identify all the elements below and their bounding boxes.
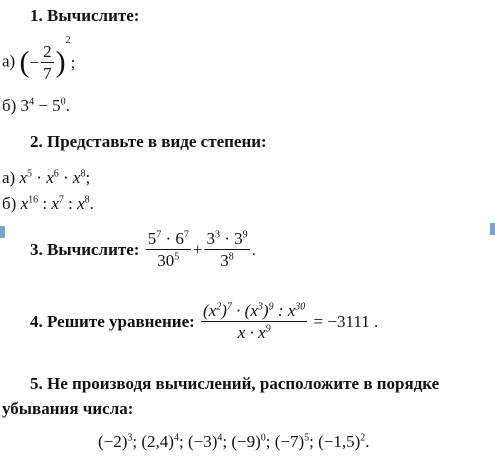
left-edge-mark bbox=[0, 226, 5, 238]
exp: 8 bbox=[80, 168, 86, 180]
task-5-line1: 5. Не производя вычислений, расположите в порядке bbox=[30, 374, 440, 393]
fraction-exponent: 2 bbox=[65, 35, 71, 46]
exp: 5 bbox=[174, 251, 180, 263]
task-5-line2: убывания числа: bbox=[2, 399, 134, 418]
task-2b bbox=[2, 195, 94, 212]
task-2-title: 2. Представьте в виде степени: bbox=[30, 132, 267, 151]
task-1a-label: а) bbox=[2, 51, 16, 71]
task-1b-exp1: 4 bbox=[29, 96, 35, 108]
exp: 8 bbox=[228, 251, 234, 263]
base: 3 bbox=[220, 251, 229, 270]
exp: 3 bbox=[257, 301, 263, 313]
exp: 2 bbox=[216, 301, 222, 313]
part: x · x bbox=[237, 323, 266, 342]
end: . bbox=[365, 432, 370, 451]
var-x: x bbox=[77, 194, 85, 213]
task-1b-mid: − 5 bbox=[34, 96, 61, 115]
task-2a bbox=[2, 169, 90, 186]
item: ; (2,4) bbox=[132, 432, 174, 451]
part: ) bbox=[221, 301, 227, 320]
exp: 5 bbox=[27, 168, 33, 180]
dot: · 6 bbox=[161, 229, 184, 248]
fraction-minus: − bbox=[29, 53, 40, 72]
part: · (x bbox=[231, 301, 258, 320]
dot: · bbox=[58, 168, 73, 187]
exp: 4 bbox=[217, 432, 223, 444]
task-1b bbox=[2, 97, 70, 114]
paren-close: ) bbox=[55, 45, 66, 79]
dot: · bbox=[32, 168, 47, 187]
fraction-num: 2 bbox=[43, 42, 52, 61]
colon: : bbox=[38, 194, 52, 213]
fraction-2-den bbox=[218, 250, 236, 269]
fraction-1-num bbox=[146, 230, 191, 250]
fraction-2-7 bbox=[41, 43, 54, 82]
exp: 16 bbox=[28, 194, 39, 206]
item: ; (−3) bbox=[178, 432, 218, 451]
exp: 3 bbox=[214, 229, 220, 241]
task-4-title: 4. Решите уравнение: bbox=[30, 312, 195, 331]
exp: 7 bbox=[183, 229, 189, 241]
fraction-2 bbox=[204, 230, 249, 269]
task-1b-end: . bbox=[65, 96, 70, 115]
semicolon: ; bbox=[70, 53, 76, 72]
task-3-title: 3. Вычислите: bbox=[30, 240, 140, 259]
equation-rhs: = −3111 . bbox=[309, 312, 379, 331]
task-2a-label: а) bbox=[2, 168, 20, 187]
task-4 bbox=[30, 302, 378, 341]
fraction-2-num bbox=[204, 230, 249, 250]
exp: 9 bbox=[265, 323, 271, 335]
var-x: x bbox=[51, 194, 59, 213]
item: ; (−7) bbox=[265, 432, 305, 451]
equation-num bbox=[201, 302, 307, 322]
fraction-den: 7 bbox=[43, 64, 52, 83]
end: . bbox=[89, 194, 94, 213]
exp: 7 bbox=[226, 301, 232, 313]
task-1a bbox=[2, 35, 76, 83]
exp: 2 bbox=[360, 432, 366, 444]
exp: 9 bbox=[268, 301, 274, 313]
base: 3 bbox=[206, 229, 215, 248]
part: ) bbox=[262, 301, 269, 320]
exp: 5 bbox=[304, 432, 310, 444]
part: : x bbox=[273, 301, 296, 320]
fraction-1 bbox=[146, 230, 191, 269]
base: 5 bbox=[147, 229, 157, 248]
exp: 30 bbox=[295, 301, 306, 313]
task-5-numbers bbox=[98, 433, 370, 450]
task-3 bbox=[30, 230, 256, 269]
equation-den bbox=[236, 322, 273, 341]
right-edge-mark bbox=[490, 223, 495, 235]
exp: 3 bbox=[127, 432, 133, 444]
part: (x bbox=[203, 301, 217, 320]
fraction-1-den bbox=[155, 250, 181, 269]
exp: 0 bbox=[260, 432, 266, 444]
var-x: x bbox=[20, 194, 29, 213]
paren-fraction: ( bbox=[19, 45, 30, 79]
exp: 7 bbox=[58, 194, 64, 206]
var-x: x bbox=[46, 168, 54, 187]
equation-fraction bbox=[201, 302, 307, 341]
item: ; (−9) bbox=[222, 432, 261, 451]
end: . bbox=[251, 240, 256, 259]
dot: · 3 bbox=[219, 229, 243, 248]
var-x: x bbox=[72, 168, 81, 187]
exp: 7 bbox=[156, 229, 162, 241]
task-2b-label: б) bbox=[2, 194, 21, 213]
task-1-title: 1. Вычислите: bbox=[30, 6, 140, 25]
end: ; bbox=[85, 168, 91, 187]
task-1b-text: б) 3 bbox=[2, 96, 30, 115]
task-1b-exp2: 0 bbox=[60, 96, 66, 108]
exp: 9 bbox=[242, 229, 248, 241]
item: (−2) bbox=[98, 432, 128, 451]
item: ; (−1,5) bbox=[309, 432, 361, 451]
exp: 4 bbox=[173, 432, 179, 444]
exp: 6 bbox=[53, 168, 59, 180]
base: 30 bbox=[157, 251, 175, 270]
exp: 8 bbox=[84, 194, 90, 206]
plus: + bbox=[192, 240, 203, 259]
var-x: x bbox=[19, 168, 28, 187]
colon: : bbox=[63, 194, 78, 213]
